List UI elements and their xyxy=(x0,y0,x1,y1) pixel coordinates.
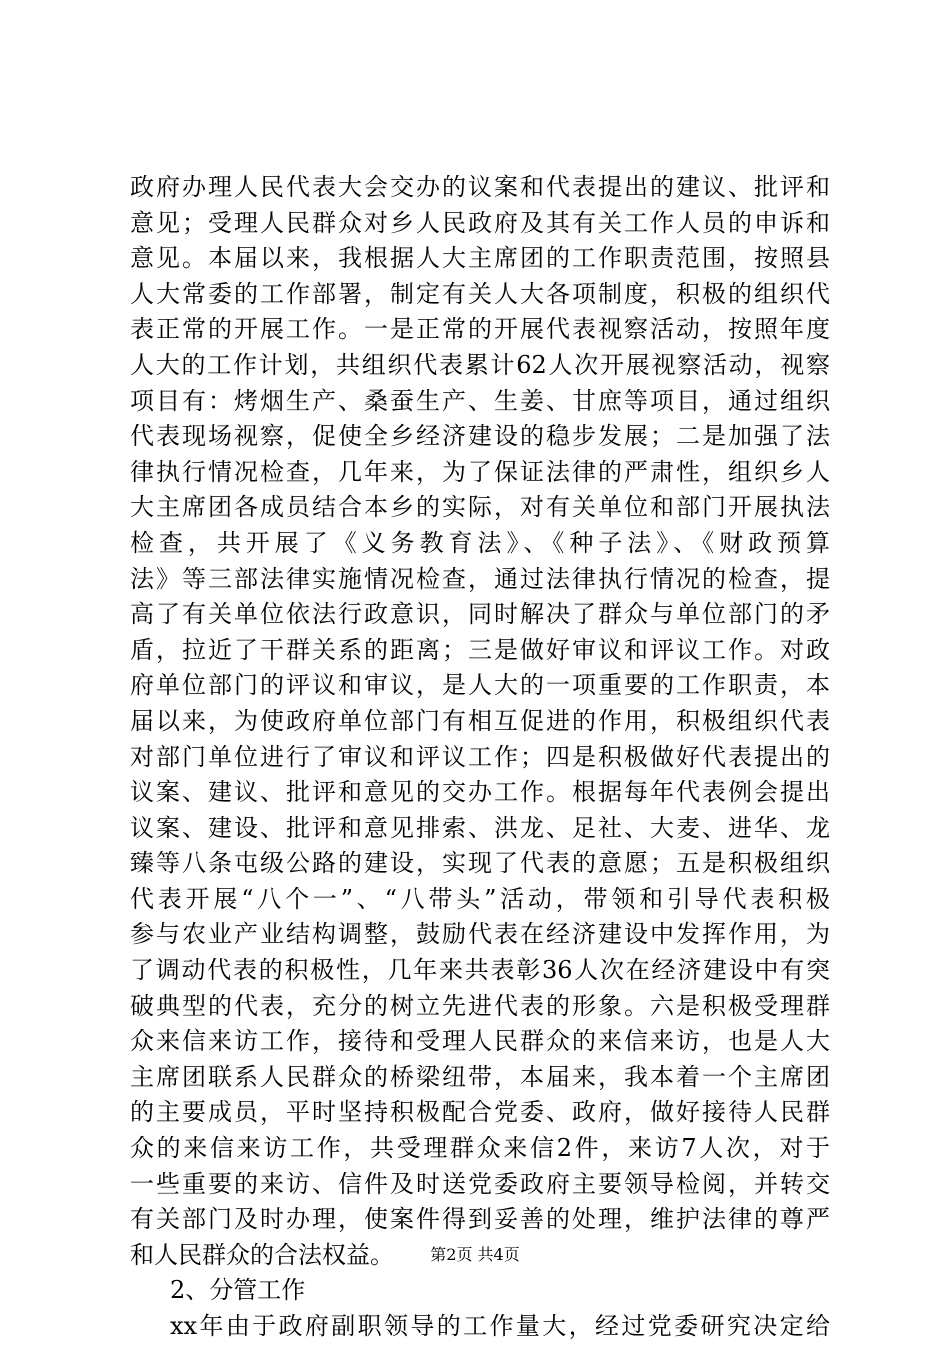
paragraph-line: 和人民群众的合法权益。 xyxy=(130,1240,394,1269)
paragraph-line: 表正常的开展工作。一是正常的开展代表视察活动，按照年度 xyxy=(130,315,830,344)
paragraph-line: 项目有：烤烟生产、桑蚕生产、生姜、甘庶等项目，通过组织 xyxy=(130,386,830,415)
paragraph-line: 律执行情况检查，几年来，为了保证法律的严肃性，组织乡人 xyxy=(130,457,830,486)
paragraph-line: 众的来信来访工作，共受理群众来信2件，来访7人次，对于 xyxy=(130,1134,830,1163)
paragraph-line: 臻等八条屯级公路的建设，实现了代表的意愿；五是积极组织 xyxy=(130,849,830,878)
paragraph-line: 众来信来访工作，接待和受理人民群众的来信来访，也是人大 xyxy=(130,1027,830,1056)
paragraph-line: 人大常委的工作部署，制定有关人大各项制度，积极的组织代 xyxy=(130,279,830,308)
paragraph-line: 府单位部门的评议和审议，是人大的一项重要的工作职责，本 xyxy=(130,671,830,700)
paragraph-line: 人大的工作计划，共组织代表累计62人次开展视察活动，视察 xyxy=(130,350,830,379)
paragraph-line: 检查，共开展了《义务教育法》、《种子法》、《财政预算 xyxy=(130,528,830,557)
paragraph-line: xx年由于政府副职领导的工作量大，经过党委研究决定给 xyxy=(170,1312,830,1340)
paragraph-line: 高了有关单位依法行政意识，同时解决了群众与单位部门的矛 xyxy=(130,600,830,629)
paragraph-line: 代表开展“八个一”、“八带头”活动，带领和引导代表积极 xyxy=(130,884,830,913)
paragraph-line: 对部门单位进行了审议和评议工作；四是积极做好代表提出的 xyxy=(130,742,830,771)
section-heading: 2、分管工作 xyxy=(170,1276,306,1305)
paragraph-line: 届以来，为使政府单位部门有相互促进的作用，积极组织代表 xyxy=(130,706,830,735)
paragraph-line: 参与农业产业结构调整，鼓励代表在经济建设中发挥作用，为 xyxy=(130,920,830,949)
body-text xyxy=(130,170,830,1345)
paragraph-line: 盾，拉近了干群关系的距离；三是做好审议和评议工作。对政 xyxy=(130,635,830,664)
paragraph-line: 主席团联系人民群众的桥梁纽带，本届来，我本着一个主席团 xyxy=(130,1062,830,1091)
paragraph-line: 议案、建设、批评和意见排索、洪龙、足社、大麦、进华、龙 xyxy=(130,813,830,842)
paragraph-line: 有关部门及时办理，使案件得到妥善的处理，维护法律的尊严 xyxy=(130,1205,830,1234)
paragraph-line: 破典型的代表，充分的树立先进代表的形象。六是积极受理群 xyxy=(130,991,830,1020)
paragraph-line: 法》等三部法律实施情况检查，通过法律执行情况的检查，提 xyxy=(130,564,830,593)
page-footer: 第2页 共4页 xyxy=(430,1245,520,1264)
paragraph-line: 一些重要的来访、信件及时送党委政府主要领导检阅，并转交 xyxy=(130,1169,830,1198)
paragraph-line: 大主席团各成员结合本乡的实际，对有关单位和部门开展执法 xyxy=(130,493,830,522)
paragraph-line: 政府办理人民代表大会交办的议案和代表提出的建议、批评和 xyxy=(130,173,830,201)
paragraph-line: 意见；受理人民群众对乡人民政府及其有关工作人员的申诉和 xyxy=(130,208,830,237)
paragraph-line: 意见。本届以来，我根据人大主席团的工作职责范围，按照县 xyxy=(130,244,830,273)
paragraph-line: 了调动代表的积极性，几年来共表彰36人次在经济建设中有突 xyxy=(130,956,830,985)
paragraph-line: 代表现场视察，促使全乡经济建设的稳步发展；二是加强了法 xyxy=(130,422,830,451)
paragraph-line: 的主要成员，平时坚持积极配合党委、政府，做好接待人民群 xyxy=(130,1098,830,1127)
paragraph-line: 议案、建议、批评和意见的交办工作。根据每年代表例会提出 xyxy=(130,778,830,807)
